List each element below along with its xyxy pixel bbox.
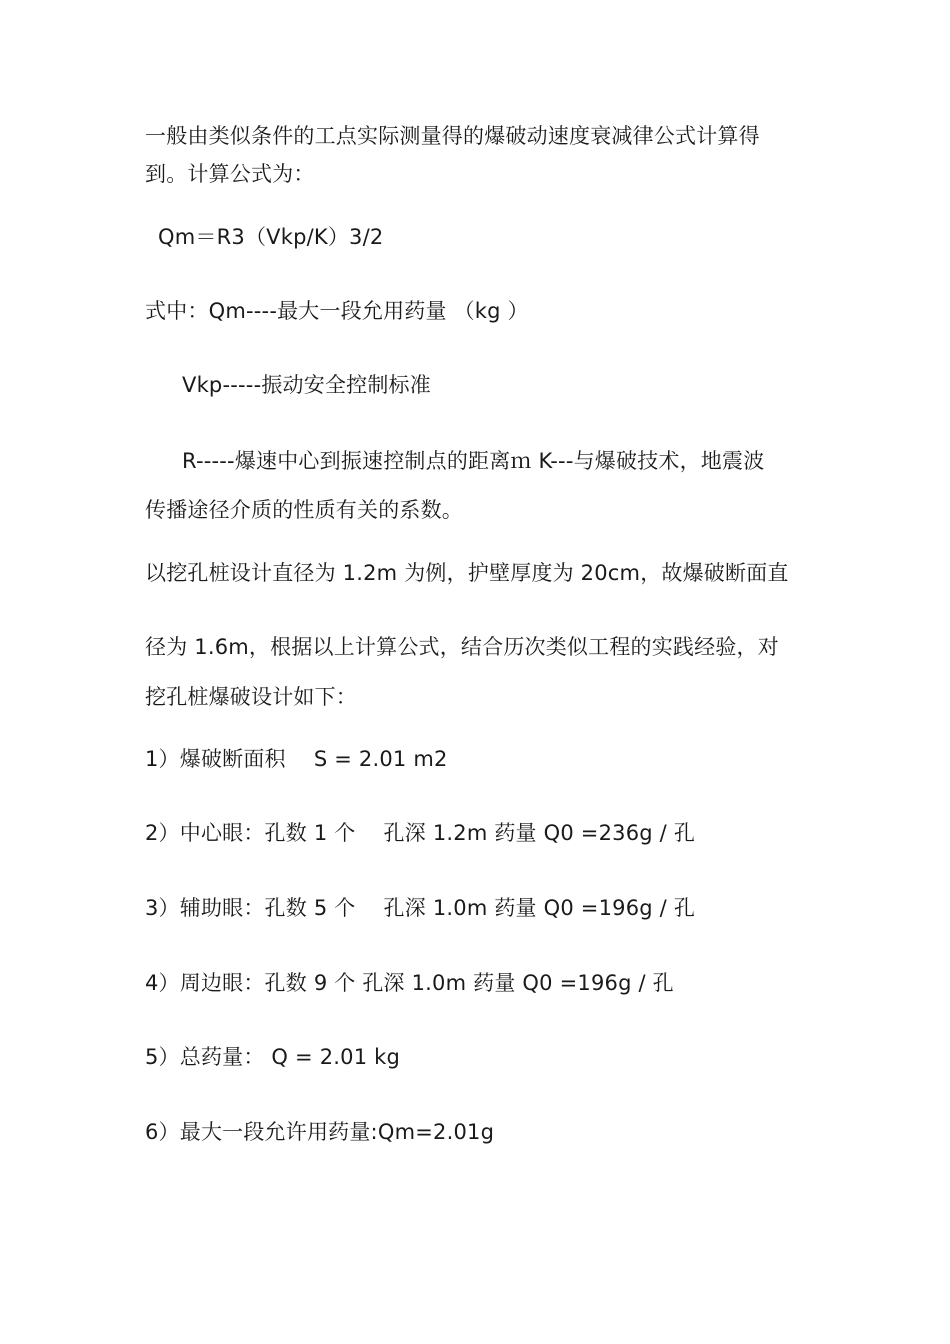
list-item: 1）爆破断面积 S = 2.01 m2 (145, 747, 448, 771)
formula: Qm＝R3（Vkp/K）3/2 (158, 225, 384, 249)
list-item: 2）中心眼：孔数 1 个 孔深 1.2m 药量 Q0 =236g / 孔 (145, 821, 696, 845)
definition-r-line-1: R-----爆速中心到振速控制点的距离ｍ K---与爆破技术，地震波 (182, 449, 765, 473)
definition-qm: 式中：Qm----最大一段允用药量 （kg ） (145, 299, 529, 323)
list-item: 3）辅助眼：孔数 5 个 孔深 1.0m 药量 Q0 =196g / 孔 (145, 896, 696, 920)
definition-vkp: Vkp-----振动安全控制标准 (182, 373, 431, 397)
list-item: 6）最大一段允许用药量:Qm=2.01g (145, 1120, 495, 1144)
example-line-2: 径为 1.6m，根据以上计算公式，结合历次类似工程的实践经验，对 (145, 635, 779, 659)
intro-line-1: 一般由类似条件的工点实际测量得的爆破动速度衰减律公式计算得 (145, 124, 760, 148)
example-line-3: 挖孔桩爆破设计如下： (145, 685, 357, 709)
intro-line-2: 到。计算公式为： (145, 162, 315, 186)
definition-r-line-2: 传播途径介质的性质有关的系数。 (145, 498, 463, 522)
list-item: 5）总药量： Q = 2.01 kg (145, 1045, 401, 1069)
example-line-1: 以挖孔桩设计直径为 1.2m 为例，护壁厚度为 20cm，故爆破断面直 (145, 561, 789, 585)
list-item: 4）周边眼：孔数 9 个 孔深 1.0m 药量 Q0 =196g / 孔 (145, 971, 674, 995)
